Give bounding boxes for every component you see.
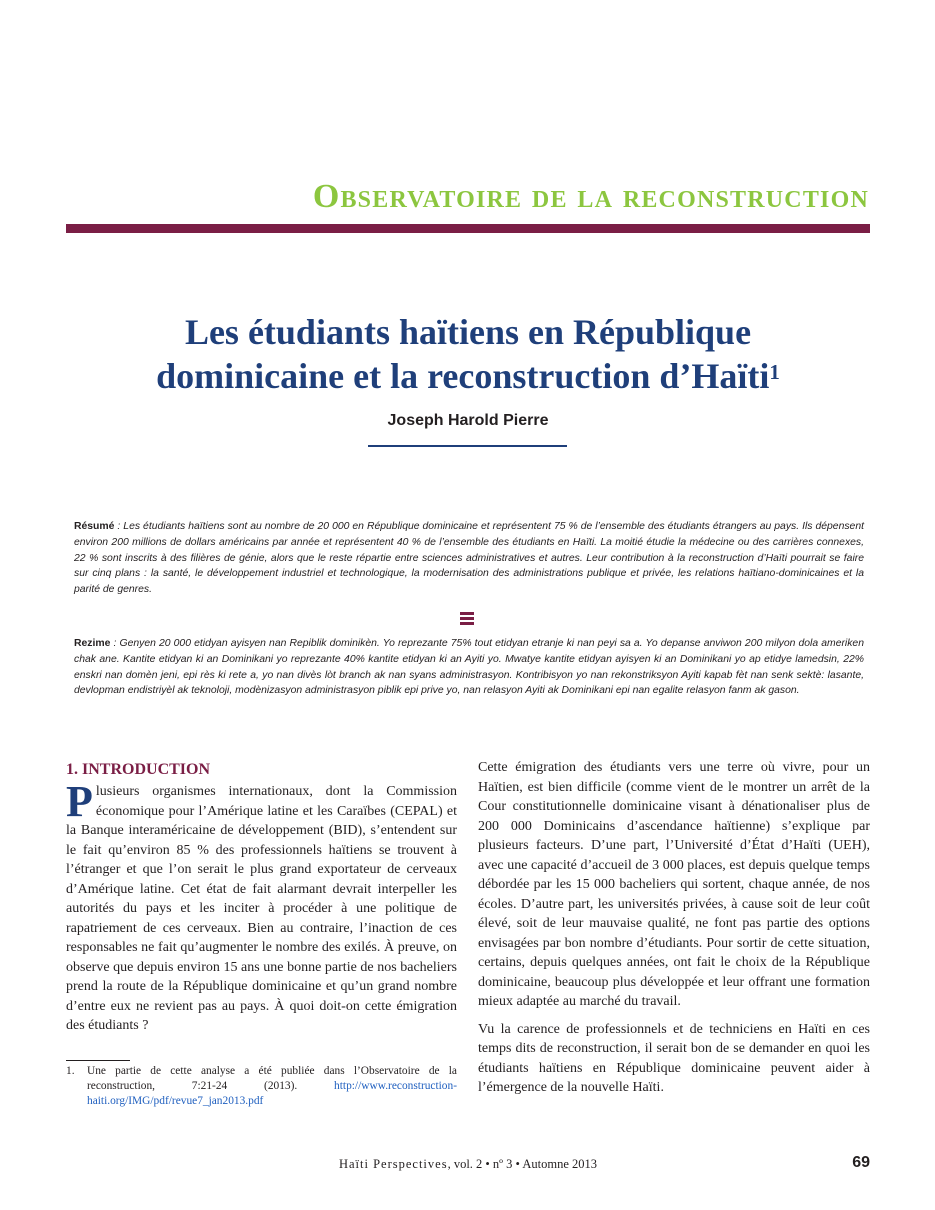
footnote-text-block — [87, 1064, 457, 1109]
abstract-kreyol — [74, 636, 864, 699]
title-line-2: dominicaine et la reconstruction d’Haïti — [156, 356, 770, 396]
section-divider — [66, 224, 870, 233]
journal-citation — [66, 1157, 870, 1172]
journal-name: Haïti Perspectives — [338, 1157, 448, 1171]
author-divider — [368, 445, 567, 447]
footnote-text: Une partie de cette analyse a été publiée dans l’Observatoire de la reconstruction, 7:21-24 (2013). — [87, 1065, 457, 1092]
page-footer — [66, 1154, 870, 1174]
article-title — [66, 310, 870, 398]
drop-cap: P — [66, 777, 93, 826]
section-title: Observatoire de la reconstruction — [312, 178, 869, 215]
abstract-kreyol-label: Rezime — [74, 638, 111, 649]
menu-bars-icon — [460, 612, 474, 626]
footnote-number: 1. — [66, 1065, 75, 1077]
abstract-french — [74, 519, 864, 598]
section-heading: 1. INTRODUCTION — [66, 761, 211, 778]
body-paragraph-1: Cette émigration des étudiants vers une terre où vivre, pour un Haïtien, est bien difficile (comme vient de le montrer un arrêt de la Cour constitutionnelle dominicaine visant à dénationaliser plus de 200 000 Dominicains d’ascendance haïtienne) s’explique par plusieurs facteurs. D’une part, l’Université d’État d’Haïti (UEH), avec une capacité d’accueil de 3 000 places, est depuis quelque temps débordée par les 15 000 bacheliers qui sortent, chaque année, de nos écoles. D’autre part, les universités privées, à cause soit de leur coût élevé, soit de leur mauvaise qualité, ne font pas partie des options envisagées par bon nombre d’étudiants. Pour sortir de cette situation, certains, depuis quelques années, ont fait le choix de la République dominicaine, beaucoup plus développée et leur offrant une formation mieux adaptée au marché du travail. — [478, 760, 870, 1009]
title-line-1: Les étudiants haïtiens en République — [184, 312, 752, 352]
abstract-kreyol-text: : Genyen 20 000 etidyan ayisyen nan Repiblik dominikèn. Yo reprezante 75% tout etidyan etranje ki nan peyi sa a. Yo depanse anviwon 200 milyon dola ameriken chak ane. Kantite etidyan ki an Dominikani yo reprezante 40% kantite etidyan ki an Ayiti yo. Mwatye kantite etidyan ayisyen ki an Dominikani yo ap etidye lamedsin, 22% enskri nan domèn jeni, epi rès ki rete a, yo nan divès lòt branch ak nan syans administrasyon. Kontribisyon yo nan rekonstriksyon Ayiti kapab fèt nan senk sektè: lasante, devlopman endistriyèl ak teknoloji, modènizasyon administrasyon piblik epi prive yo, nan relasyon Ayiti ak Dominikani epi nan egalite relasyon fanm ak gason. — [74, 638, 864, 697]
abstract-french-label: Résumé — [74, 521, 115, 532]
footnote — [66, 1064, 457, 1109]
journal-issue: , vol. 2 • nº 3 • Automne 2013 — [447, 1157, 598, 1171]
right-column — [478, 758, 870, 1098]
title-footnote-ref[interactable]: 1 — [769, 360, 780, 384]
abstract-french-text: : Les étudiants haïtiens sont au nombre de 20 000 en République dominicaine et représentent 75 % de l’ensemble des étudiants étrangers au pays. Ils dépensent environ 200 millions de dollars américains par année et représentent 40 % de l’ensemble des étudiants en Haïti. La moitié étudie la médecine ou des carrières connexes, 22 % sont inscrits à des filières de génie, alors que le reste répartie entre sciences administratives et autres. Leur contribution à la reconstruction d’Haïti pourrait se faire sur cinq plans : la santé, le développement industriel et technologique, la modernisation des administrations publique et privée, les relations haïtiano-dominicaines et la parité de genres. — [74, 521, 864, 596]
page-number: 69 — [852, 1154, 870, 1171]
intro-paragraph — [66, 777, 457, 1036]
footnote-divider — [66, 1060, 130, 1061]
intro-text: lusieurs organismes internationaux, dont la Commission économique pour l’Amérique latine et les Caraïbes (CEPAL) et la Banque interaméricaine de développement (BID), s’entendent sur le fait qu’environ 85 % des professionnels haïtiens se trouvent à l’étranger et que l’on serait le plus grand exportateur de cerveaux d’Amérique latine. Cet état de fait alarmant devrait interpeller les autorités du pays et les inciter à procéder à une politique de rapatriement de ces cerveaux. Bien au contraire, l’inaction de ces responsables ne fait qu’augmenter le nombre des exilés. À preuve, on observe que depuis environ 15 ans une bonne partie de nos bacheliers prend la route de la République dominicaine et qu’un grand nombre d’entre eux ne revient pas au pays. À quoi doit-on cette émigration des étudiants ? — [66, 784, 457, 1033]
footnote-link[interactable]: http://www.reconstruction-haiti.org/IMG/pdf/revue7_jan2013.pdf — [87, 1080, 457, 1107]
author-name: Joseph Harold Pierre — [387, 412, 549, 429]
left-column — [66, 760, 457, 1036]
body-paragraph-2: Vu la carence de professionnels et de techniciens en Haïti en ces temps dits de reconstruction, il serait bon de se demander en quoi les étudiants haïtiens en République dominicaine peuvent aider à l’émergence de la nouvelle Haïti. — [478, 1021, 870, 1095]
